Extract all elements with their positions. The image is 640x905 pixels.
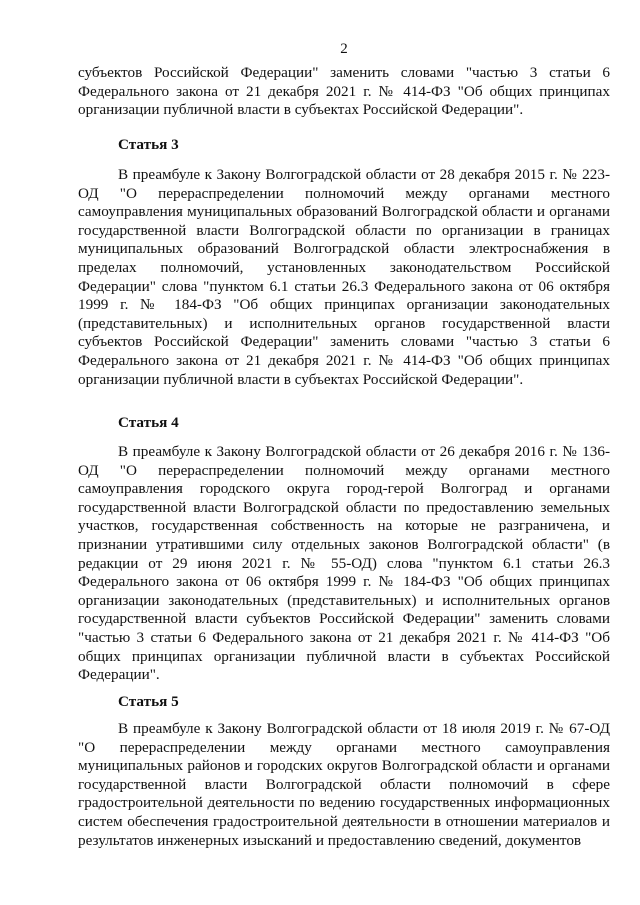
intro-paragraph: субъектов Российской Федерации" заменить словами "частью 3 статьи 6 Федерального закона от 21 декабря 2021 г. № 414-ФЗ "Об общих принципах организации публичной власти в субъектах Российской Федерации". — [78, 64, 610, 119]
article-3-heading: Статья 3 — [118, 136, 179, 153]
article-5-heading: Статья 5 — [118, 693, 179, 710]
article-4-heading: Статья 4 — [118, 414, 179, 431]
page-number: 2 — [340, 41, 348, 57]
article-3-text: В преамбуле к Закону Волгоградской области от 28 декабря 2015 г. № 223-ОД "О перераспределении полномочий между органами местного самоуправления муниципальных образований Волгоградской области и органами государственной власти Волгоградской области по организации в границах муниципальных образований Волгоградской области электроснабжения в пределах полномочий, установленных законодательством Российской Федерации" слова "пунктом 6.1 статьи 26.3 Федерального закона от 06 октября 1999 г. № 184-ФЗ "Об общих принципах организации законодательных (представительных) и исполнительных органов государственной власти субъектов Российской Федерации" заменить словами "частью 3 статьи 6 Федерального закона от 21 декабря 2021 г. № 414-ФЗ "Об общих принципах организации публичной власти в субъектах Российской Федерации". — [78, 166, 610, 388]
article-4-text: В преамбуле к Закону Волгоградской области от 26 декабря 2016 г. № 136-ОД "О перераспределении полномочий между органами местного самоуправления городского округа город-герой Волгоград и органами государственной власти Волгоградской области по предоставлению земельных участков, государственная собственность на которые не разграничена, и признании утратившими силу отдельных законов Волгоградской области" (в редакции от 29 июня 2021 г. № 55-ОД) слова "пунктом 6.1 статьи 26.3 Федерального закона от 06 октября 1999 г. № 184-ФЗ "Об общих принципах организации законодательных (представительных) и исполнительных органов государственной власти субъектов Российской Федерации" заменить словами "частью 3 статьи 6 Федерального закона от 21 декабря 2021 г. № 414-ФЗ "Об общих принципах организации публичной власти в субъектах Российской Федерации". — [78, 443, 610, 684]
article-5-text: В преамбуле к Закону Волгоградской области от 18 июля 2019 г. № 67-ОД "О перераспределении между органами местного самоуправления муниципальных районов и городских округов Волгоградской области и органами государственной власти Волгоградской области полномочий в сфере градостроительной деятельности по ведению государственных информационных систем обеспечения градостроительной деятельности в отношении материалов и результатов инженерных изысканий и предоставлению сведений, документов — [78, 720, 610, 849]
